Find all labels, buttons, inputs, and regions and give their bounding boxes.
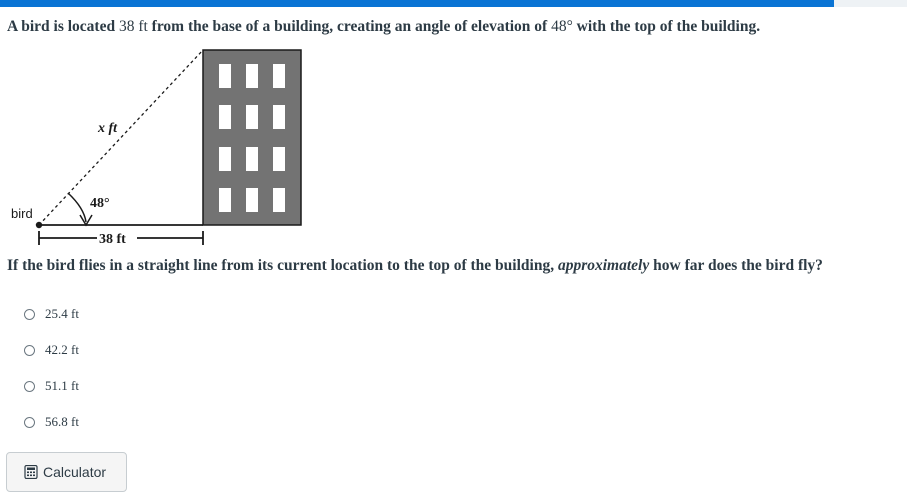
angle-arc [68, 193, 86, 222]
distance-unit: ft [138, 18, 148, 35]
hypotenuse-label: x ft [98, 121, 118, 136]
prompt-text-part: how far does the bird fly? [649, 257, 823, 274]
calculator-button[interactable] [6, 452, 127, 492]
angle-value: 48 [551, 18, 567, 35]
calculator-label: Calculator [43, 464, 107, 480]
question-statement [7, 18, 902, 36]
question-prompt [7, 257, 902, 275]
answer-option[interactable] [22, 339, 79, 361]
question-text-part: with the top of the building. [572, 18, 761, 35]
progress-bar-remaining [834, 0, 907, 7]
prompt-emphasis: approximately [557, 257, 650, 274]
prompt-text-part: If the bird flies in a straight line from its current location to the top of the building, [7, 257, 558, 274]
answer-option[interactable] [22, 411, 79, 433]
radio-button[interactable] [24, 345, 35, 356]
question-text-part: from the base of a building, creating an angle of elevation of [147, 18, 552, 35]
answer-label: 51.1 ft [45, 378, 79, 393]
radio-button[interactable] [24, 309, 35, 320]
answer-option[interactable] [22, 303, 79, 325]
bird-label: bird [11, 206, 33, 221]
answer-option[interactable] [22, 375, 79, 397]
question-text-part: A bird is located [7, 18, 119, 35]
radio-button[interactable] [24, 417, 35, 428]
base-label: 38 ft [99, 232, 126, 247]
diagram [0, 40, 320, 255]
calculator-icon [24, 465, 38, 479]
answer-label: 56.8 ft [45, 414, 79, 429]
hypotenuse-line [39, 50, 203, 225]
distance-value: 38 [118, 18, 135, 35]
answer-label: 42.2 ft [45, 342, 79, 357]
progress-bar [0, 0, 834, 7]
bird-point [36, 222, 42, 228]
angle-label: 48° [90, 196, 110, 211]
radio-button[interactable] [24, 381, 35, 392]
angle-unit: ° [566, 18, 573, 35]
answer-label: 25.4 ft [45, 306, 79, 321]
